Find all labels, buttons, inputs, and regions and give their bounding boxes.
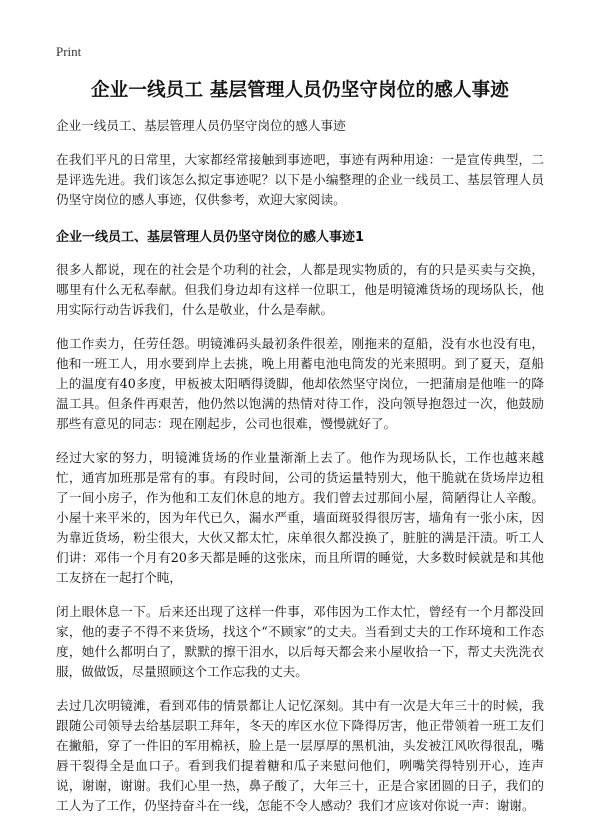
body-paragraph: 闭上眼休息一下。后来还出现了这样一件事，邓伟因为工作太忙，曾经有一个月都没回家，他的妻子不得不来货场，找这个“不顾家”的丈夫。当看到丈夫的工作环境和工作态度，她什么都明白了，默默的擦干泪水，以后每天都会来小屋收拾一下，帮丈夫洗洗衣服，做做饭，尽量照顾这个工作忘我的丈夫。: [56, 604, 544, 679]
section-heading: 企业一线员工、基层管理人员仍坚守岗位的感人事迹1: [56, 230, 365, 245]
body-paragraph: 很多人都说，现在的社会是个功利的社会，人都是现实物质的，有的只是买卖与交换，哪里有什么无私奉献。但我们身边却有这样一位职工，他是明镜滩货场的现场队长，他用实际行动告诉我们，什么是敬业，什么是奉献。: [56, 262, 544, 317]
body-paragraph: 他工作卖力，任劳任怨。明镜滩码头最初条件很差，刚拖来的趸船，没有水也没有电，他和一班工人，用水要到岸上去挑，晚上用蓄电池电筒发的光来照明。到了夏天，趸船上的温度有40多度，甲板被太阳晒得烫脚，他却依然坚守岗位，一把蒲扇是他唯一的降温工具。但条件再艰苦，他仍然以饱满的热情对待工作，没向领导抱怨过一次，他鼓励那些有意见的同志：现在刚起步，公司也很难，慢慢就好了。: [56, 336, 544, 431]
body-paragraph: 去过几次明镜滩，看到邓伟的情景都让人记忆深刻。其中有一次是大年三十的时候，我跟随公司领导去给基层职工拜年，冬天的库区水位下降得厉害，他正带领着一班工友们在撇船，穿了一件旧的军用棉袄，脸上是一层厚厚的黑机油，头发被江风吹得很乱，嘴唇干裂得全是血口子。看到我们提着糖和瓜子来慰问他们，咧嘴笑得特别开心，连声说，谢谢，谢谢。我们心里一热，鼻子酸了，大年三十，正是合家团圆的日子，我们的工人为了工作，仍坚持奋斗在一线，怎能不令人感动？我们才应该对你说一声：谢谢。: [56, 698, 544, 813]
article: [56, 76, 544, 830]
intro-paragraph: 在我们平凡的日常里，大家都经常接触到事迹吧，事迹有两种用途：一是宣传典型，二是评选先进。我们该怎么拟定事迹呢？以下是小编整理的企业一线员工、基层管理人员仍坚守岗位的感人事迹，仅供参考，欢迎大家阅读。: [56, 152, 544, 207]
page-title: 企业一线员工 基层管理人员仍坚守岗位的感人事迹: [90, 80, 510, 101]
body-paragraph: 经过大家的努力，明镜滩货场的作业量渐渐上去了。他作为现场队长，工作也越来越忙，通宵加班那是常有的事。有段时间，公司的货运量特别大，他干脆就在货场岸边租了一间小房子，作为他和工友们休息的地方。我们曾去过那间小屋，简陋得让人辛酸。小屋十来平米的，因为年代已久，漏水严重，墙面斑驳得很厉害，墙角有一张小床，因为靠近货场，粉尘很大，大伙又都太忙，床单很久都没换了，脏脏的满是汗渍。听工人们讲：邓伟一个月有20多天都是睡的这张床，而且所谓的睡觉，大多数时候就是和其他工友挤在一起打个盹，: [56, 450, 544, 585]
article-subtitle: 企业一线员工、基层管理人员仍坚守岗位的感人事迹: [56, 118, 346, 133]
print-label[interactable]: Print: [56, 44, 82, 59]
